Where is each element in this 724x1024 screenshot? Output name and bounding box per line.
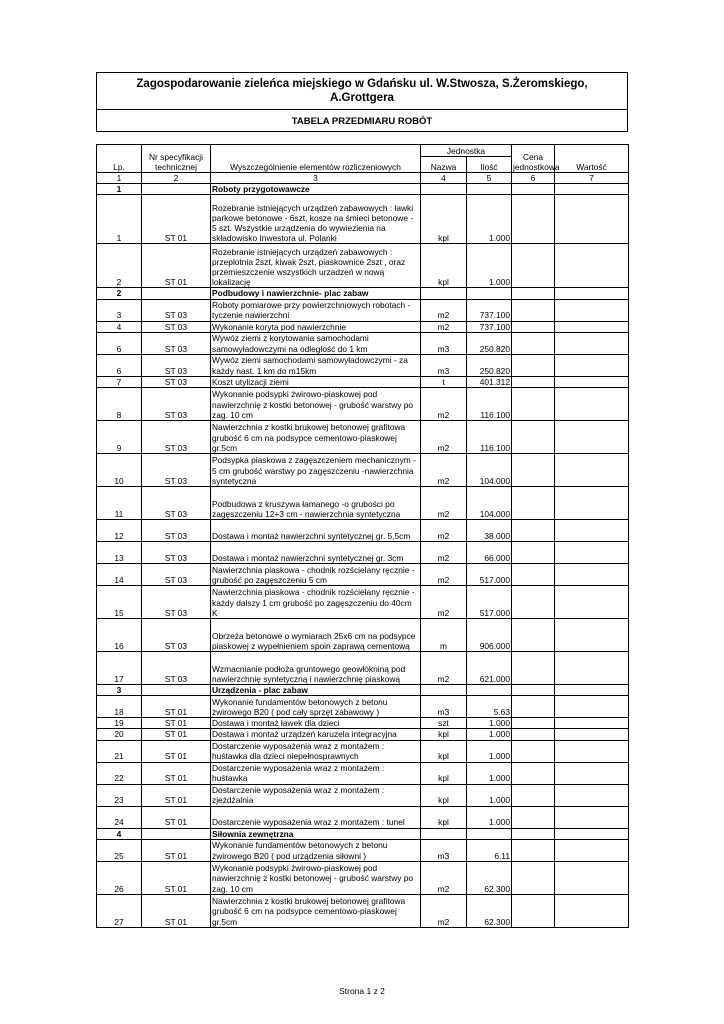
item-lp: 13: [97, 542, 142, 564]
item-unit: kpl: [421, 244, 467, 288]
item-value: [555, 354, 629, 376]
table-row: [97, 762, 629, 784]
item-spec: ST 03: [142, 321, 211, 332]
item-value: [555, 729, 629, 740]
section-value: [555, 685, 629, 696]
item-unit-price: [512, 542, 555, 564]
section-spec: [142, 288, 211, 299]
item-unit-price: [512, 784, 555, 806]
item-unit: m3: [421, 354, 467, 376]
item-value: [555, 740, 629, 762]
item-unit: kpl: [421, 806, 467, 828]
item-spec: ST 03: [142, 299, 211, 321]
section-value: [555, 828, 629, 839]
section-number: 2: [97, 288, 142, 299]
item-spec: ST 01: [142, 718, 211, 729]
item-description: Wywóz ziemi z korytowania samochodami samowyładowczymi na odległość do 1 km: [211, 332, 421, 354]
item-spec: ST 01: [142, 244, 211, 288]
item-description: Dostawa i montaż nawierzchni syntetycznej gr. 3cm: [211, 542, 421, 564]
table-row: [97, 388, 629, 421]
table-row: [97, 894, 629, 927]
section-unit: [421, 288, 467, 299]
table-row: [97, 740, 629, 762]
section-title: Roboty przygotowawcze: [211, 184, 421, 195]
item-unit-price: [512, 718, 555, 729]
item-description: Dostarczenie wyposażenia wraz z montażem : zjeżdżalnia: [211, 784, 421, 806]
section-title: Podbudowy i nawierzchnie- plac zabaw: [211, 288, 421, 299]
item-lp: 15: [97, 586, 142, 619]
item-description: Podbudowa z kruszywa łamanego -o grubości po zagęszczeniu 12+3 cm - nawierzchnia syntetyczna: [211, 487, 421, 520]
section-unit: [421, 828, 467, 839]
item-description: Nawierzchnia piaskowa - chodnik rozścielany ręcznie - grubość po zagęszczeniu 5 cm: [211, 564, 421, 586]
header-lp: Lp.: [97, 145, 142, 173]
item-value: [555, 696, 629, 718]
bill-of-quantities-table: [96, 144, 629, 928]
table-row: [97, 564, 629, 586]
item-value: [555, 299, 629, 321]
item-value: [555, 839, 629, 861]
item-value: [555, 652, 629, 685]
item-value: [555, 861, 629, 894]
item-unit: kpl: [421, 784, 467, 806]
section-price: [512, 685, 555, 696]
item-unit: m2: [421, 586, 467, 619]
item-value: [555, 619, 629, 652]
header-spec: Nr specyfikacji technicznej: [142, 145, 211, 173]
item-quantity: 38.000: [467, 520, 512, 542]
table-row: [97, 861, 629, 894]
item-quantity: 250.820: [467, 332, 512, 354]
section-qty: [467, 828, 512, 839]
item-value: [555, 718, 629, 729]
item-spec: ST 03: [142, 388, 211, 421]
item-lp: 1: [97, 195, 142, 244]
item-quantity: 1.000: [467, 762, 512, 784]
table-row: [97, 354, 629, 376]
item-spec: ST 03: [142, 487, 211, 520]
item-unit: m2: [421, 421, 467, 454]
item-quantity: 116.100: [467, 421, 512, 454]
item-quantity: 737.100: [467, 299, 512, 321]
table-row: [97, 299, 629, 321]
header-description: Wyszczególnienie elementów rozliczeniowych: [211, 145, 421, 173]
section-title: Siłownia zewnętrzna: [211, 828, 421, 839]
section-row: [97, 184, 629, 195]
item-lp: 9: [97, 421, 142, 454]
section-price: [512, 288, 555, 299]
item-unit: m2: [421, 299, 467, 321]
item-description: Koszt utylizacji ziemi: [211, 376, 421, 387]
item-value: [555, 244, 629, 288]
item-spec: ST 03: [142, 542, 211, 564]
item-quantity: 6.11: [467, 839, 512, 861]
item-lp: 21: [97, 740, 142, 762]
item-value: [555, 762, 629, 784]
table-row: [97, 806, 629, 828]
item-description: Wykonanie fundamentów betonowych z betonu żwirowego B20 ( pod cały sprzęt zabawowy ): [211, 696, 421, 718]
col-index: 3: [211, 173, 421, 184]
item-description: Wykonanie koryta pod nawierzchnie: [211, 321, 421, 332]
item-quantity: 621.000: [467, 652, 512, 685]
item-unit-price: [512, 894, 555, 927]
item-lp: 6: [97, 332, 142, 354]
item-spec: ST 01: [142, 839, 211, 861]
item-lp: 22: [97, 762, 142, 784]
item-description: Dostawa i montaż ławek dla dzieci: [211, 718, 421, 729]
item-quantity: 517.000: [467, 564, 512, 586]
section-unit: [421, 184, 467, 195]
item-quantity: 1.000: [467, 740, 512, 762]
item-description: Wykonanie podsypki żwirowo-piaskowej pod nawierzchnię z kostki betonowej - grubość warstwy po zag. 10 cm: [211, 861, 421, 894]
item-spec: ST 01: [142, 762, 211, 784]
item-spec: ST 03: [142, 520, 211, 542]
item-description: Rozebranie istniejących urządzeń zabawowych : ławki parkowe betonowe - 6szt, kosze na śmieci betonowe - 5 szt. Wszystkie urządzenia do wywiezienia na składowisko Inwestora ul. Polanki: [211, 195, 421, 244]
item-unit: kpl: [421, 740, 467, 762]
table-subtitle: TABELA PRZEDMIARU ROBÓT: [291, 115, 433, 127]
item-unit-price: [512, 195, 555, 244]
item-description: Nawierzchnia piaskowa - chodnik rozścielany ręcznie - każdy dalszy 1 cm grubość po zagęszczeniu do 40cm K: [211, 586, 421, 619]
item-description: Obrzeża betonowe o wymiarach 25x6 cm na podsypce piaskowej z wypełnieniem spoin zaprawą cementową: [211, 619, 421, 652]
item-unit-price: [512, 586, 555, 619]
item-value: [555, 321, 629, 332]
table-row: [97, 332, 629, 354]
item-spec: ST 03: [142, 421, 211, 454]
item-unit: m2: [421, 388, 467, 421]
item-value: [555, 487, 629, 520]
item-quantity: 1.000: [467, 784, 512, 806]
item-unit-price: [512, 376, 555, 387]
item-unit: m2: [421, 321, 467, 332]
col-index: 4: [421, 173, 467, 184]
item-unit-price: [512, 762, 555, 784]
item-unit-price: [512, 652, 555, 685]
header-quantity: Ilość: [467, 157, 512, 173]
section-qty: [467, 288, 512, 299]
item-lp: 24: [97, 806, 142, 828]
section-unit: [421, 685, 467, 696]
table-row: [97, 696, 629, 718]
item-lp: 2: [97, 244, 142, 288]
item-spec: ST 01: [142, 894, 211, 927]
item-unit: m3: [421, 332, 467, 354]
item-unit: m2: [421, 861, 467, 894]
item-spec: ST 03: [142, 652, 211, 685]
item-description: Wywóz ziemi samochodami samowyładowczymi - za każdy nast. 1 km do m15km: [211, 354, 421, 376]
item-value: [555, 784, 629, 806]
item-lp: 27: [97, 894, 142, 927]
item-lp: 25: [97, 839, 142, 861]
item-spec: ST 03: [142, 619, 211, 652]
item-value: [555, 388, 629, 421]
item-spec: ST 01: [142, 740, 211, 762]
header-unit-price: Cena jednostkowa: [512, 145, 555, 173]
table-row: [97, 487, 629, 520]
item-lp: 12: [97, 520, 142, 542]
section-qty: [467, 685, 512, 696]
item-lp: 10: [97, 454, 142, 487]
item-unit: kpl: [421, 762, 467, 784]
item-description: Dostarczenie wyposażenia wraz z montażem : tunel: [211, 806, 421, 828]
item-unit: m2: [421, 454, 467, 487]
item-quantity: 401.312: [467, 376, 512, 387]
item-quantity: 62.300: [467, 861, 512, 894]
item-quantity: 906.000: [467, 619, 512, 652]
item-value: [555, 542, 629, 564]
table-row: [97, 376, 629, 387]
item-spec: ST 03: [142, 454, 211, 487]
item-unit-price: [512, 740, 555, 762]
item-quantity: 104.000: [467, 454, 512, 487]
item-quantity: 1.000: [467, 806, 512, 828]
item-lp: 16: [97, 619, 142, 652]
item-unit-price: [512, 806, 555, 828]
item-quantity: 116.100: [467, 388, 512, 421]
item-unit: m2: [421, 564, 467, 586]
col-index: 7: [555, 173, 629, 184]
table-row: [97, 839, 629, 861]
table-row: [97, 542, 629, 564]
item-quantity: 104.000: [467, 487, 512, 520]
item-value: [555, 520, 629, 542]
item-unit-price: [512, 861, 555, 894]
item-value: [555, 806, 629, 828]
item-quantity: 1.000: [467, 718, 512, 729]
item-unit-price: [512, 299, 555, 321]
item-unit: kpl: [421, 195, 467, 244]
item-unit-price: [512, 454, 555, 487]
item-lp: 20: [97, 729, 142, 740]
item-unit-price: [512, 332, 555, 354]
section-number: 1: [97, 184, 142, 195]
item-quantity: 5.63: [467, 696, 512, 718]
item-lp: 19: [97, 718, 142, 729]
section-spec: [142, 184, 211, 195]
section-number: 4: [97, 828, 142, 839]
item-description: Podsypka piaskowa z zagęszczeniem mechanicznym - 5 cm grubość warstwy po zagęszczeniu -nawierzchnia syntetyczna: [211, 454, 421, 487]
item-description: Nawierzchnia z kostki brukowej betonowej grafitowa grubość 6 cm na podsypce cementowo-piaskowej gr.5cm: [211, 894, 421, 927]
item-lp: 11: [97, 487, 142, 520]
item-quantity: 737.100: [467, 321, 512, 332]
item-lp: 17: [97, 652, 142, 685]
item-spec: ST 03: [142, 586, 211, 619]
document-title: Zagospodarowanie zieleńca miejskiego w Gdańsku ul. W.Stwosza, S.Żeromskiego, A.Grottgera: [97, 73, 627, 110]
section-number: 3: [97, 685, 142, 696]
item-unit: m2: [421, 520, 467, 542]
item-description: Wykonanie fundamentów betonowych z betonu żwirowego B20 ( pod urządzenia siłowni ): [211, 839, 421, 861]
item-lp: 26: [97, 861, 142, 894]
item-value: [555, 894, 629, 927]
section-row: [97, 288, 629, 299]
table-row: [97, 784, 629, 806]
item-spec: ST 03: [142, 332, 211, 354]
item-description: Roboty pomiarowe przy powierzchniowych robotach - tyczenie nawierzchni: [211, 299, 421, 321]
section-value: [555, 184, 629, 195]
col-index: 1: [97, 173, 142, 184]
item-quantity: 250.820: [467, 354, 512, 376]
item-description: Nawierzchnia z kostki brukowej betonowej grafitowa grubość 6 cm na podsypce cementowo-piaskowej gr.5cm: [211, 421, 421, 454]
header-unit-name: Nazwa: [421, 157, 467, 173]
item-unit-price: [512, 564, 555, 586]
section-value: [555, 288, 629, 299]
item-unit-price: [512, 354, 555, 376]
item-value: [555, 586, 629, 619]
section-spec: [142, 685, 211, 696]
item-spec: ST 03: [142, 376, 211, 387]
item-description: Wzmacnianie podłoża gruntowego geowłókniną pod nawierzchnię syntetyczną i nawierzchnię piaskową: [211, 652, 421, 685]
table-row: [97, 729, 629, 740]
item-quantity: 62.300: [467, 894, 512, 927]
table-row: [97, 321, 629, 332]
section-row: [97, 685, 629, 696]
item-lp: 23: [97, 784, 142, 806]
item-value: [555, 332, 629, 354]
col-index: 2: [142, 173, 211, 184]
table-row: [97, 454, 629, 487]
table-row: [97, 195, 629, 244]
item-unit: m2: [421, 652, 467, 685]
item-spec: ST 01: [142, 195, 211, 244]
item-lp: 14: [97, 564, 142, 586]
header-unit-group: Jednostka: [421, 145, 512, 157]
item-value: [555, 376, 629, 387]
page-footer: Strona 1 z 2: [339, 986, 385, 996]
item-lp: 3: [97, 299, 142, 321]
item-spec: ST 01: [142, 806, 211, 828]
item-lp: 6: [97, 354, 142, 376]
item-lp: 4: [97, 321, 142, 332]
item-unit: m3: [421, 839, 467, 861]
item-unit-price: [512, 619, 555, 652]
item-description: Rozebranie istniejących urządzeń zabawowych : przeplotnia 2szt, kiwak 2szt, piaskownice 2szt , oraz przemieszczenie wszystkich urzadzeń w nową lokalizację: [211, 244, 421, 288]
item-quantity: 517.000: [467, 586, 512, 619]
table-row: [97, 586, 629, 619]
item-quantity: 1.000: [467, 244, 512, 288]
item-spec: ST 01: [142, 784, 211, 806]
item-value: [555, 195, 629, 244]
item-unit-price: [512, 421, 555, 454]
item-description: Wykonanie podsypki żwirowo-piaskowej pod nawierzchnię z kostki betonowej - grubość warstwy po zag. 10 cm: [211, 388, 421, 421]
item-unit-price: [512, 321, 555, 332]
table-row: [97, 718, 629, 729]
item-spec: ST 03: [142, 564, 211, 586]
item-unit-price: [512, 487, 555, 520]
item-description: Dostarczenie wyposażenia wraz z montażem : huśtawka: [211, 762, 421, 784]
title-box: [96, 72, 628, 132]
section-row: [97, 828, 629, 839]
table-row: [97, 619, 629, 652]
section-spec: [142, 828, 211, 839]
item-value: [555, 564, 629, 586]
item-spec: ST 01: [142, 696, 211, 718]
section-qty: [467, 184, 512, 195]
item-description: Dostarczenie wyposażenia wraz z montażem : huśtawka dla dzieci niepełnosprawnych: [211, 740, 421, 762]
item-lp: 7: [97, 376, 142, 387]
item-description: Dostawa i montaż nawierzchni syntetycznej gr. 5,5cm: [211, 520, 421, 542]
item-unit-price: [512, 244, 555, 288]
column-index-row: [97, 173, 629, 184]
item-unit-price: [512, 729, 555, 740]
section-price: [512, 828, 555, 839]
item-description: Dostawa i montaż urządzeń karuzela integracyjna: [211, 729, 421, 740]
item-unit-price: [512, 839, 555, 861]
item-unit-price: [512, 696, 555, 718]
item-spec: ST 01: [142, 861, 211, 894]
table-row: [97, 244, 629, 288]
item-unit: m: [421, 619, 467, 652]
item-value: [555, 421, 629, 454]
item-unit-price: [512, 388, 555, 421]
item-unit: szt: [421, 718, 467, 729]
item-lp: 18: [97, 696, 142, 718]
table-row: [97, 520, 629, 542]
item-unit: m2: [421, 542, 467, 564]
table-row: [97, 421, 629, 454]
table-row: [97, 652, 629, 685]
section-price: [512, 184, 555, 195]
item-spec: ST 01: [142, 729, 211, 740]
item-quantity: 66.000: [467, 542, 512, 564]
header-value: Wartość: [555, 145, 629, 173]
col-index: 5: [467, 173, 512, 184]
item-unit: m2: [421, 894, 467, 927]
item-unit: m3: [421, 696, 467, 718]
item-unit-price: [512, 520, 555, 542]
item-value: [555, 454, 629, 487]
section-title: Urządzenia - plac zabaw: [211, 685, 421, 696]
col-index: 6: [512, 173, 555, 184]
item-quantity: 1.000: [467, 195, 512, 244]
item-quantity: 1.000: [467, 729, 512, 740]
item-unit: m2: [421, 487, 467, 520]
item-unit: kpl: [421, 729, 467, 740]
item-spec: ST 03: [142, 354, 211, 376]
item-unit: t: [421, 376, 467, 387]
item-lp: 8: [97, 388, 142, 421]
